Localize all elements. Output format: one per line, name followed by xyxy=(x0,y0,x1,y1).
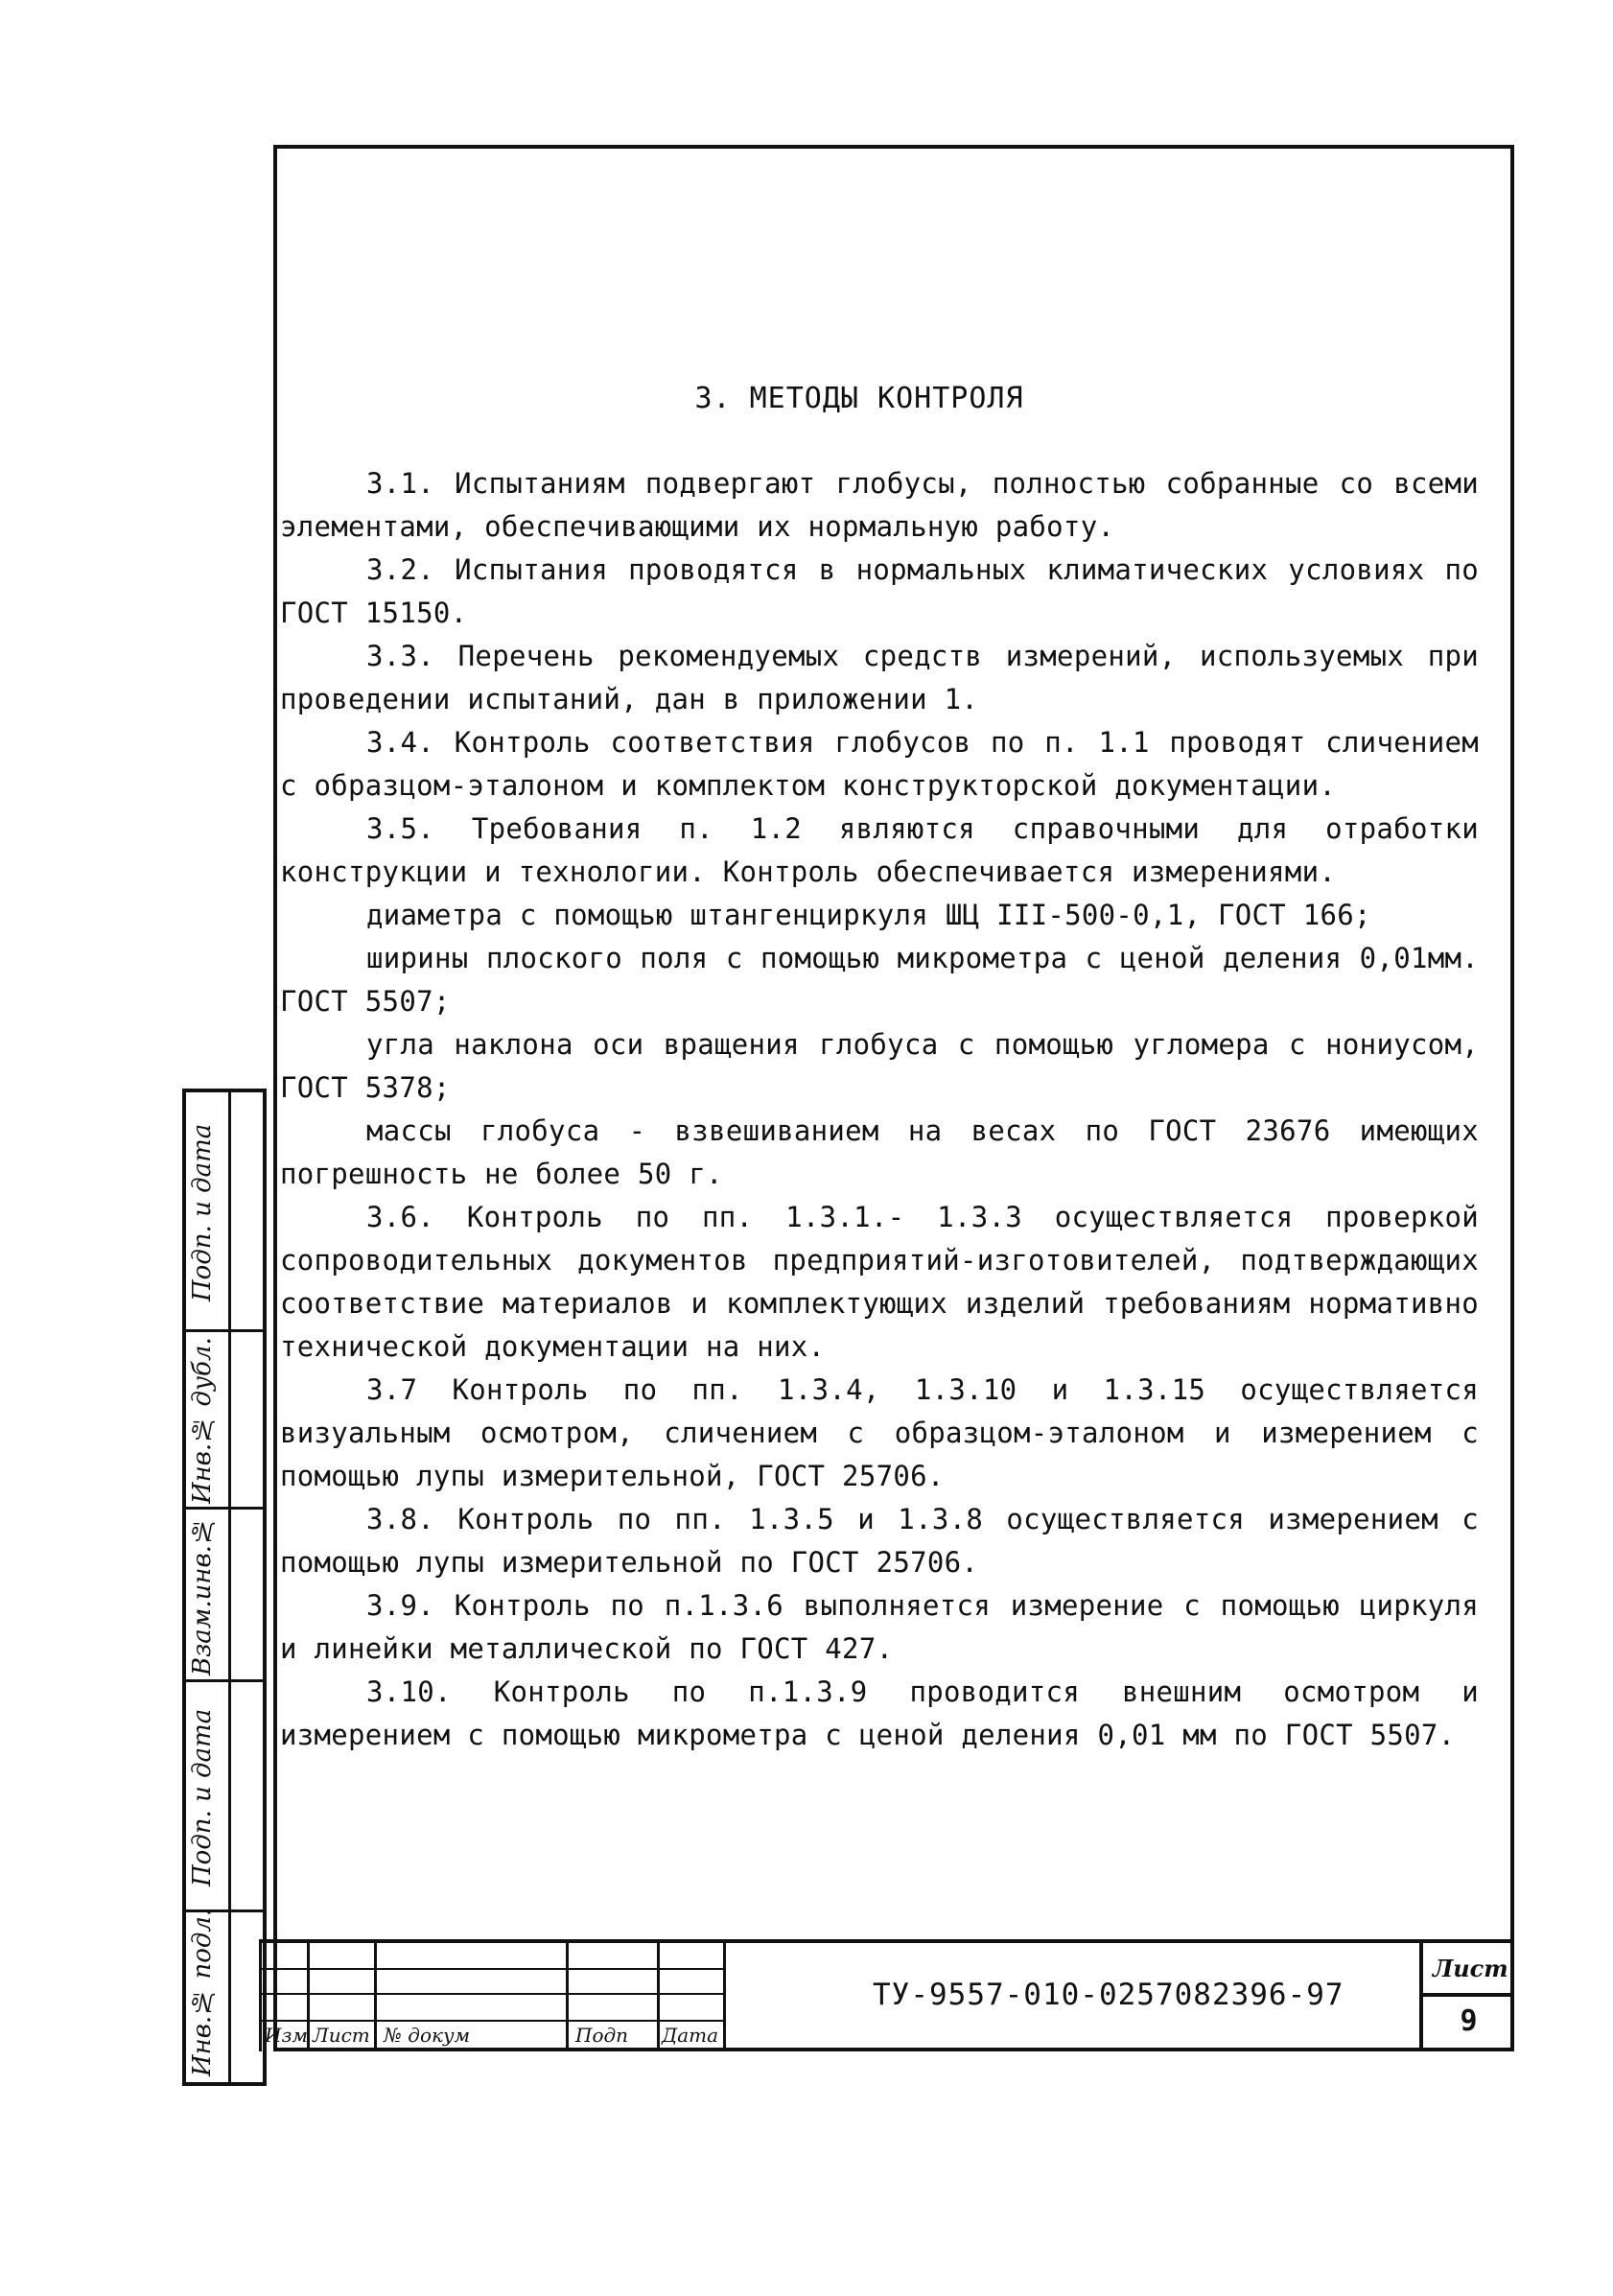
list-item xyxy=(280,1023,1479,1110)
paragraph-text: Контроль по пп. 1.3.4, 1.3.10 и 1.3.15 осуществляется визуальным осмотром, сличением с образцом-эталоном и измерением с помощью лупы измерительной, ГОСТ 25706. xyxy=(280,1373,1479,1492)
paragraph xyxy=(280,462,1479,549)
paragraph-text: Контроль по пп. 1.3.5 и 1.3.8 осуществляется измерением с помощью лупы измерительной по ГОСТ 25706. xyxy=(280,1503,1479,1579)
side-stamp-column xyxy=(182,1089,267,2086)
paragraph-text: Контроль по пп. 1.3.1.- 1.3.3 осуществляется проверкой сопроводительных документов предприятий-изготовителей, подтверждающих соответствие материалов и комплектующих изделий требованиям нормативно технической документации на них. xyxy=(280,1201,1480,1363)
paragraph xyxy=(280,1369,1479,1498)
paragraph-number: 3.3. xyxy=(366,640,435,672)
paragraph-number: 3.8. xyxy=(366,1503,435,1535)
side-cell-replace-inv xyxy=(186,1510,263,1682)
paragraph xyxy=(280,1584,1479,1671)
paragraph-number: 3.4. xyxy=(366,726,435,759)
col-label-change: Изм xyxy=(265,2024,308,2047)
revision-grid xyxy=(259,1943,726,2051)
paragraph xyxy=(280,549,1479,635)
paragraph-text: Испытаниям подвергают глобусы, полностью собранные со всеми элементами, обеспечивающими их нормальную работу. xyxy=(280,467,1480,543)
side-label: Взам.инв.№ xyxy=(188,1516,217,1675)
col-label-signature: Подп xyxy=(575,2024,629,2047)
paragraph-number: 3.7 xyxy=(366,1373,418,1406)
paragraph-text: диаметра с помощью штангенциркуля ШЦ III-500-0,1, ГОСТ 166; xyxy=(366,899,1371,931)
paragraph-number: 3.9. xyxy=(366,1589,435,1622)
paragraph xyxy=(280,635,1479,721)
paragraph-text: угла наклона оси вращения глобуса с помощью угломера с нониусом, ГОСТ 5378; xyxy=(280,1028,1479,1104)
col-label-doc-number: № докум xyxy=(384,2024,471,2047)
section-heading: 3. МЕТОДЫ КОНТРОЛЯ xyxy=(694,382,1024,415)
side-cell-orig-inv xyxy=(186,1908,263,2082)
sheet-number: 9 xyxy=(1460,2004,1478,2038)
paragraph-number: 3.1. xyxy=(366,467,435,500)
side-label: Инв.№ дубл. xyxy=(188,1337,217,1504)
body-text xyxy=(280,462,1479,1757)
list-item xyxy=(280,937,1479,1023)
paragraph-text: Перечень рекомендуемых средств измерений, используемых при проведении испытаний, дан в приложении 1. xyxy=(280,640,1479,715)
paragraph-text: Контроль по п.1.3.9 проводится внешним осмотром и измерением с помощью микрометра с ценой деления 0,01 мм по ГОСТ 5507. xyxy=(280,1675,1479,1751)
document-code: ТУ-9557-010-0257082396-97 xyxy=(873,1978,1344,2012)
sheet-label: Лист xyxy=(1433,1955,1508,1982)
sheet-box xyxy=(1419,1943,1514,2051)
list-item xyxy=(280,894,1479,937)
side-cell-dup-inv xyxy=(186,1332,263,1510)
title-block xyxy=(259,1939,1514,2051)
paragraph xyxy=(280,721,1479,808)
col-label-sheet: Лист xyxy=(313,2024,370,2047)
paragraph-text: Контроль соответствия глобусов по п. 1.1 проводят сличением с образцом-эталоном и комплектом конструкторской документации. xyxy=(280,726,1479,802)
paragraph-text: Контроль по п.1.3.6 выполняется измерение с помощью циркуля и линейки металлической по ГОСТ 427. xyxy=(280,1589,1479,1665)
paragraph-number: 3.10. xyxy=(366,1675,452,1708)
paragraph xyxy=(280,1498,1479,1584)
side-cell-sign-date-1 xyxy=(186,1092,263,1332)
side-label: Подп. и дата xyxy=(188,1123,217,1301)
paragraph-text: Испытания проводятся в нормальных климатических условиях по ГОСТ 15150. xyxy=(280,553,1480,629)
paragraph-number: 3.2. xyxy=(366,553,435,586)
side-label: Инв.№ подл. xyxy=(188,1908,217,2076)
paragraph xyxy=(280,1196,1479,1369)
paragraph xyxy=(280,1671,1479,1757)
paragraph-text: массы глобуса - взвешиванием на весах по ГОСТ 23676 имеющих погрешность не более 50 г. xyxy=(280,1114,1479,1190)
side-label: Подп. и дата xyxy=(188,1708,217,1886)
paragraph-number: 3.5. xyxy=(366,812,435,845)
paragraph-text: Требования п. 1.2 являются справочными для отработки конструкции и технологии. Контроль обеспечивается измерениями. xyxy=(280,812,1479,888)
list-item xyxy=(280,1110,1479,1196)
col-label-date: Дата xyxy=(662,2024,719,2047)
paragraph-number: 3.6. xyxy=(366,1201,435,1233)
paragraph-text: ширины плоского поля с помощью микрометра с ценой деления 0,01мм. ГОСТ 5507; xyxy=(280,942,1479,1018)
paragraph xyxy=(280,808,1479,894)
side-cell-sign-date-2 xyxy=(186,1682,263,1912)
